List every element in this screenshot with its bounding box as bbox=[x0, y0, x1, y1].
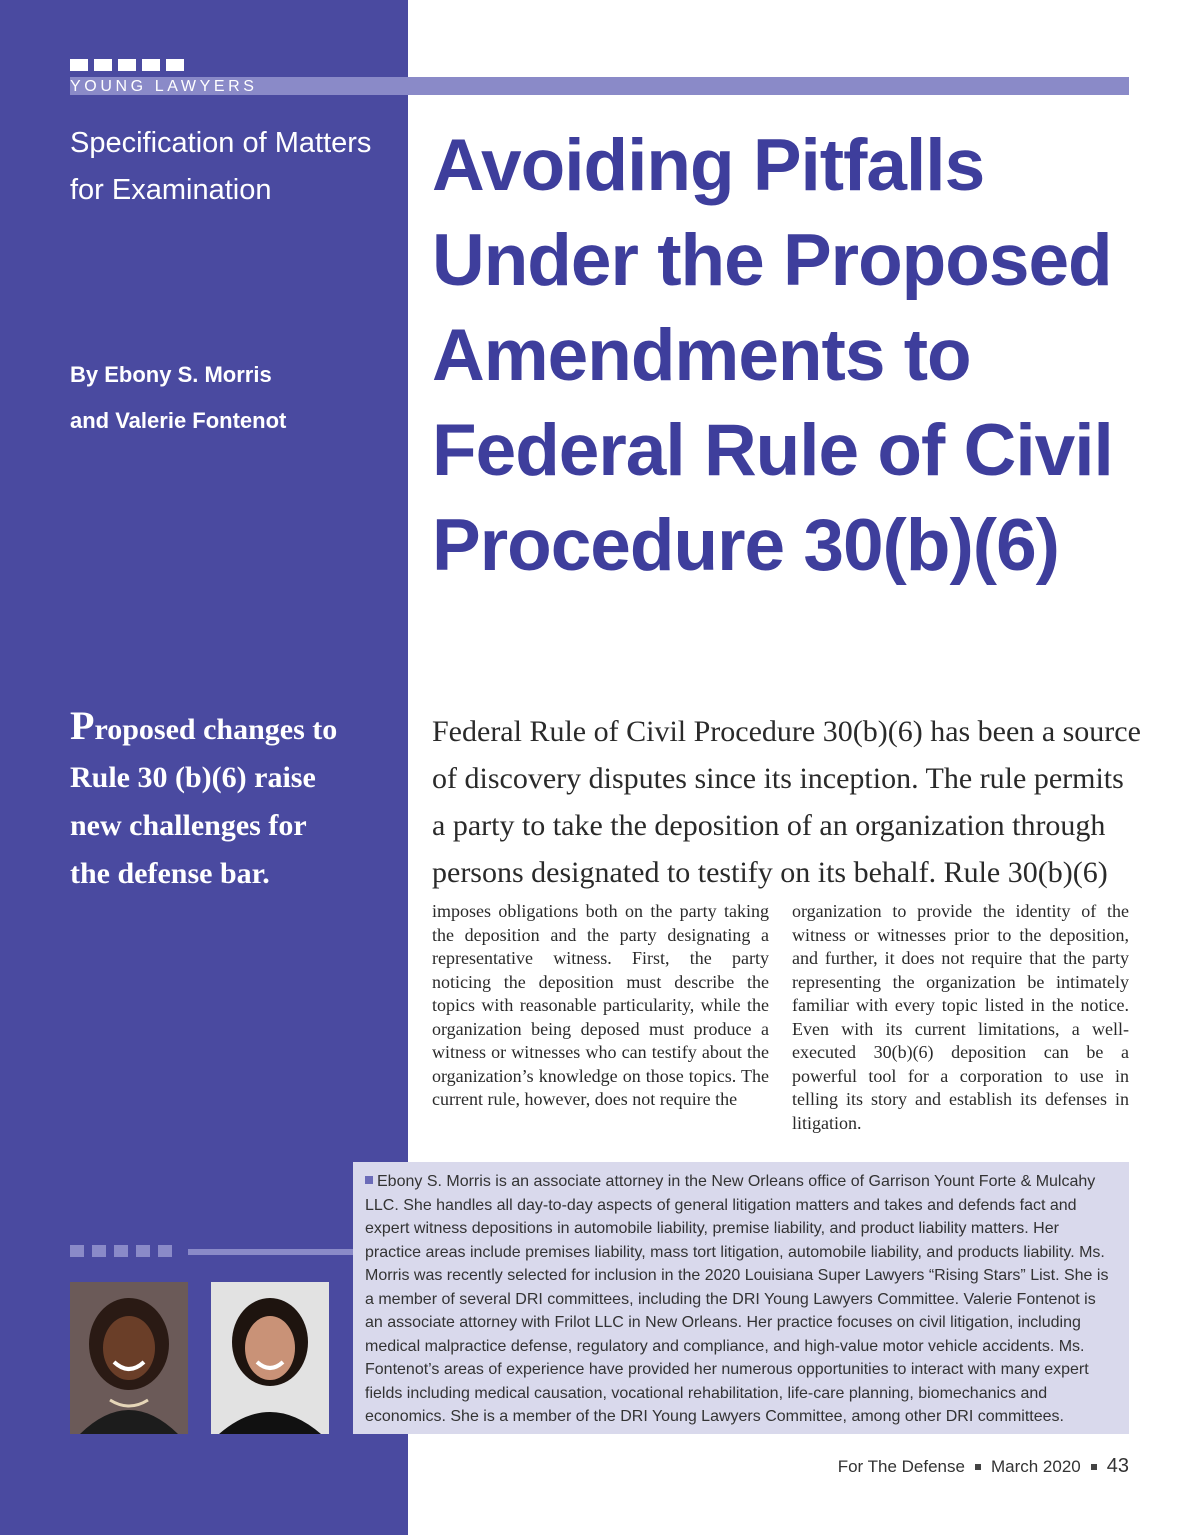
square-bullet-icon bbox=[365, 1176, 373, 1184]
title-line: Avoiding Pitfalls bbox=[432, 125, 985, 206]
article-title bbox=[432, 118, 1192, 593]
lead-paragraph bbox=[432, 708, 1141, 896]
lead-line: a party to take the deposition of an organization through bbox=[432, 809, 1106, 842]
deck-text: roposed changes to bbox=[94, 713, 338, 746]
deck-pullquote bbox=[70, 702, 390, 898]
deck-line: Rule 30 (b)(6) raise bbox=[70, 761, 316, 794]
bio-rule bbox=[188, 1249, 358, 1255]
bio-text: Ebony S. Morris is an associate attorney in the New Orleans office of Garrison Yount Forte & Mulcahy LLC. She handles all day-to-day aspects of general litigation matters and takes and defends fact and expert witness depositions in automobile liability, premise liability, and product liability matters. Her practice areas include premises liability, mass tort litigation, automobile liability, and products liability. Ms. Morris was recently selected for inclusion in the 2020 Louisiana Super Lawyers “Rising Stars” List. She is a member of several DRI committees, including the DRI Young Lawyers Committee. Valerie Fontenot is an associate attorney with Frilot LLC in New Orleans. Her practice focuses on civil litigation, including medical malpractice defense, regulatory and compliance, and high-value motor vehicle accidents. Ms. Fontenot’s areas of experience have provided her numerous opportunities to interact with many expert fields including medical causation, vocational rehabilitation, life-care planning, biomechanics and economics. She is a member of the DRI Young Lawyers Committee, among other DRI committees. bbox=[365, 1173, 1109, 1425]
bio-squares bbox=[70, 1245, 172, 1257]
kicker bbox=[70, 120, 400, 214]
author-photo-fontenot bbox=[211, 1282, 329, 1434]
author-bio-box bbox=[353, 1162, 1129, 1434]
kicker-line: for Examination bbox=[70, 174, 272, 206]
byline-line: and Valerie Fontenot bbox=[70, 408, 287, 433]
lead-line: Federal Rule of Civil Procedure 30(b)(6) has been a source bbox=[432, 715, 1141, 748]
body-column-right: organization to provide the identity of the witness or witnesses prior to the deposition, and further, it does not require that the party representing the organization be intimately familiar with every topic listed in the notice. Even with its current limitations, a well-executed 30(b)(6) deposition can be a powerful tool for a corporation to use in telling its story and establish its defenses in litigation. bbox=[792, 901, 1129, 1133]
section-squares bbox=[70, 59, 184, 71]
title-line: Procedure 30(b)(6) bbox=[432, 505, 1059, 586]
lead-line: of discovery disputes since its inception. The rule permits bbox=[432, 762, 1124, 795]
deck-line: new challenges for bbox=[70, 809, 307, 842]
section-label: YOUNG LAWYERS bbox=[70, 78, 258, 95]
byline-line: By Ebony S. Morris bbox=[70, 362, 272, 387]
title-line: Under the Proposed bbox=[432, 220, 1112, 301]
page-footer bbox=[838, 1455, 1129, 1478]
lead-line: persons designated to testify on its behalf. Rule 30(b)(6) bbox=[432, 856, 1108, 889]
title-line: Federal Rule of Civil bbox=[432, 410, 1113, 491]
body-column-left: imposes obligations both on the party taking the deposition and the party designating a representative witness. First, the party noticing the deposition must describe the topics with reasonable particularity, while the organization being deposed must produce a witness or witnesses who can testify about the organization’s knowledge on those topics. The current rule, however, does not require the bbox=[432, 901, 769, 1109]
byline bbox=[70, 352, 286, 444]
title-line: Amendments to bbox=[432, 315, 971, 396]
author-photo-morris bbox=[70, 1282, 188, 1434]
page-number: 43 bbox=[1106, 1455, 1129, 1477]
square-separator-icon bbox=[1091, 1464, 1097, 1470]
issue-date: March 2020 bbox=[990, 1456, 1081, 1476]
drop-cap: P bbox=[70, 703, 95, 748]
deck-line: the defense bar. bbox=[70, 857, 270, 890]
square-separator-icon bbox=[975, 1464, 981, 1470]
kicker-line: Specification of Matters bbox=[70, 127, 372, 159]
publication-name: For The Defense bbox=[837, 1456, 965, 1476]
